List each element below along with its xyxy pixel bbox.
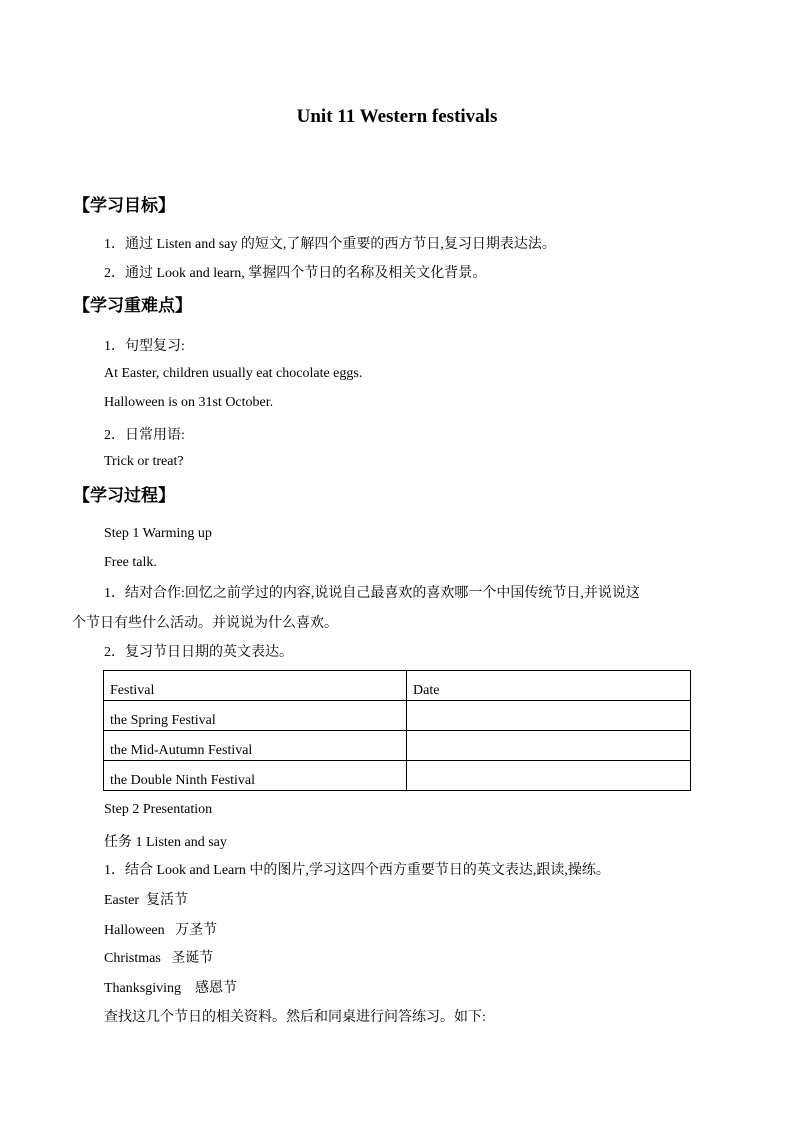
table-row xyxy=(104,761,691,791)
vocab-english: Easter xyxy=(104,893,139,908)
table-cell-date xyxy=(407,761,691,791)
table-cell-festival: the Spring Festival xyxy=(104,701,407,731)
vocab-chinese: 复活节 xyxy=(145,893,188,908)
free-talk-label: Free talk. xyxy=(104,555,157,570)
section-heading-process: 【学习过程】 xyxy=(73,486,175,505)
vocab-english: Thanksgiving xyxy=(104,981,181,996)
task-1-line-2: 个节日有些什么活动。并说说为什么喜欢。 xyxy=(72,616,338,631)
task-description: 1．结合 Look and Learn 中的图片,学习这四个西方重要节日的英文表达,跟读,操练。 xyxy=(104,863,610,878)
vocab-english: Halloween xyxy=(104,923,165,938)
step-1-label: Step 1 Warming up xyxy=(104,526,212,541)
section-heading-objectives: 【学习目标】 xyxy=(73,196,175,215)
table-row xyxy=(104,701,691,731)
task-label: 任务 1 Listen and say xyxy=(104,835,227,850)
step-2-label: Step 2 Presentation xyxy=(104,802,213,817)
festival-date-table xyxy=(103,670,691,791)
vocab-item xyxy=(104,947,213,967)
table-header-festival: Festival xyxy=(104,671,407,701)
table-cell-date xyxy=(407,731,691,761)
key-point-1: 1．句型复习: xyxy=(104,339,185,354)
table-cell-festival: the Double Ninth Festival xyxy=(104,761,407,791)
table-row xyxy=(104,731,691,761)
closing-instruction: 查找这几个节日的相关资料。然后和同桌进行问答练习。如下: xyxy=(104,1010,486,1025)
key-sentence-2: Halloween is on 31st October. xyxy=(104,395,274,410)
table-header-date: Date xyxy=(407,671,691,701)
key-sentence-1: At Easter, children usually eat chocolate eggs. xyxy=(104,366,363,381)
vocab-chinese: 感恩节 xyxy=(195,981,237,996)
objective-2: 2．通过 Look and learn, 掌握四个节日的名称及相关文化背景。 xyxy=(104,266,487,281)
key-point-2: 2．日常用语: xyxy=(104,428,185,443)
key-sentence-3: Trick or treat? xyxy=(104,454,184,469)
vocab-item xyxy=(104,977,237,997)
vocab-chinese: 万圣节 xyxy=(175,923,218,938)
section-heading-key-points: 【学习重难点】 xyxy=(73,296,192,315)
vocab-english: Christmas xyxy=(104,951,161,966)
task-2-label: 2．复习节日日期的英文表达。 xyxy=(104,645,293,660)
table-cell-date xyxy=(407,701,691,731)
objective-1: 1．通过 Listen and say 的短文,了解四个重要的西方节日,复习日期表达法。 xyxy=(104,237,556,252)
page-title: Unit 11 Western festivals xyxy=(296,106,498,127)
vocab-item xyxy=(104,919,217,939)
table-cell-festival: the Mid-Autumn Festival xyxy=(104,731,407,761)
vocab-chinese: 圣诞节 xyxy=(171,951,214,966)
task-1-line-1: 1．结对合作:回忆之前学过的内容,说说自己最喜欢的喜欢哪一个中国传统节日,并说说这 xyxy=(104,586,640,601)
table-header-row xyxy=(104,671,691,701)
vocab-item xyxy=(104,889,188,909)
